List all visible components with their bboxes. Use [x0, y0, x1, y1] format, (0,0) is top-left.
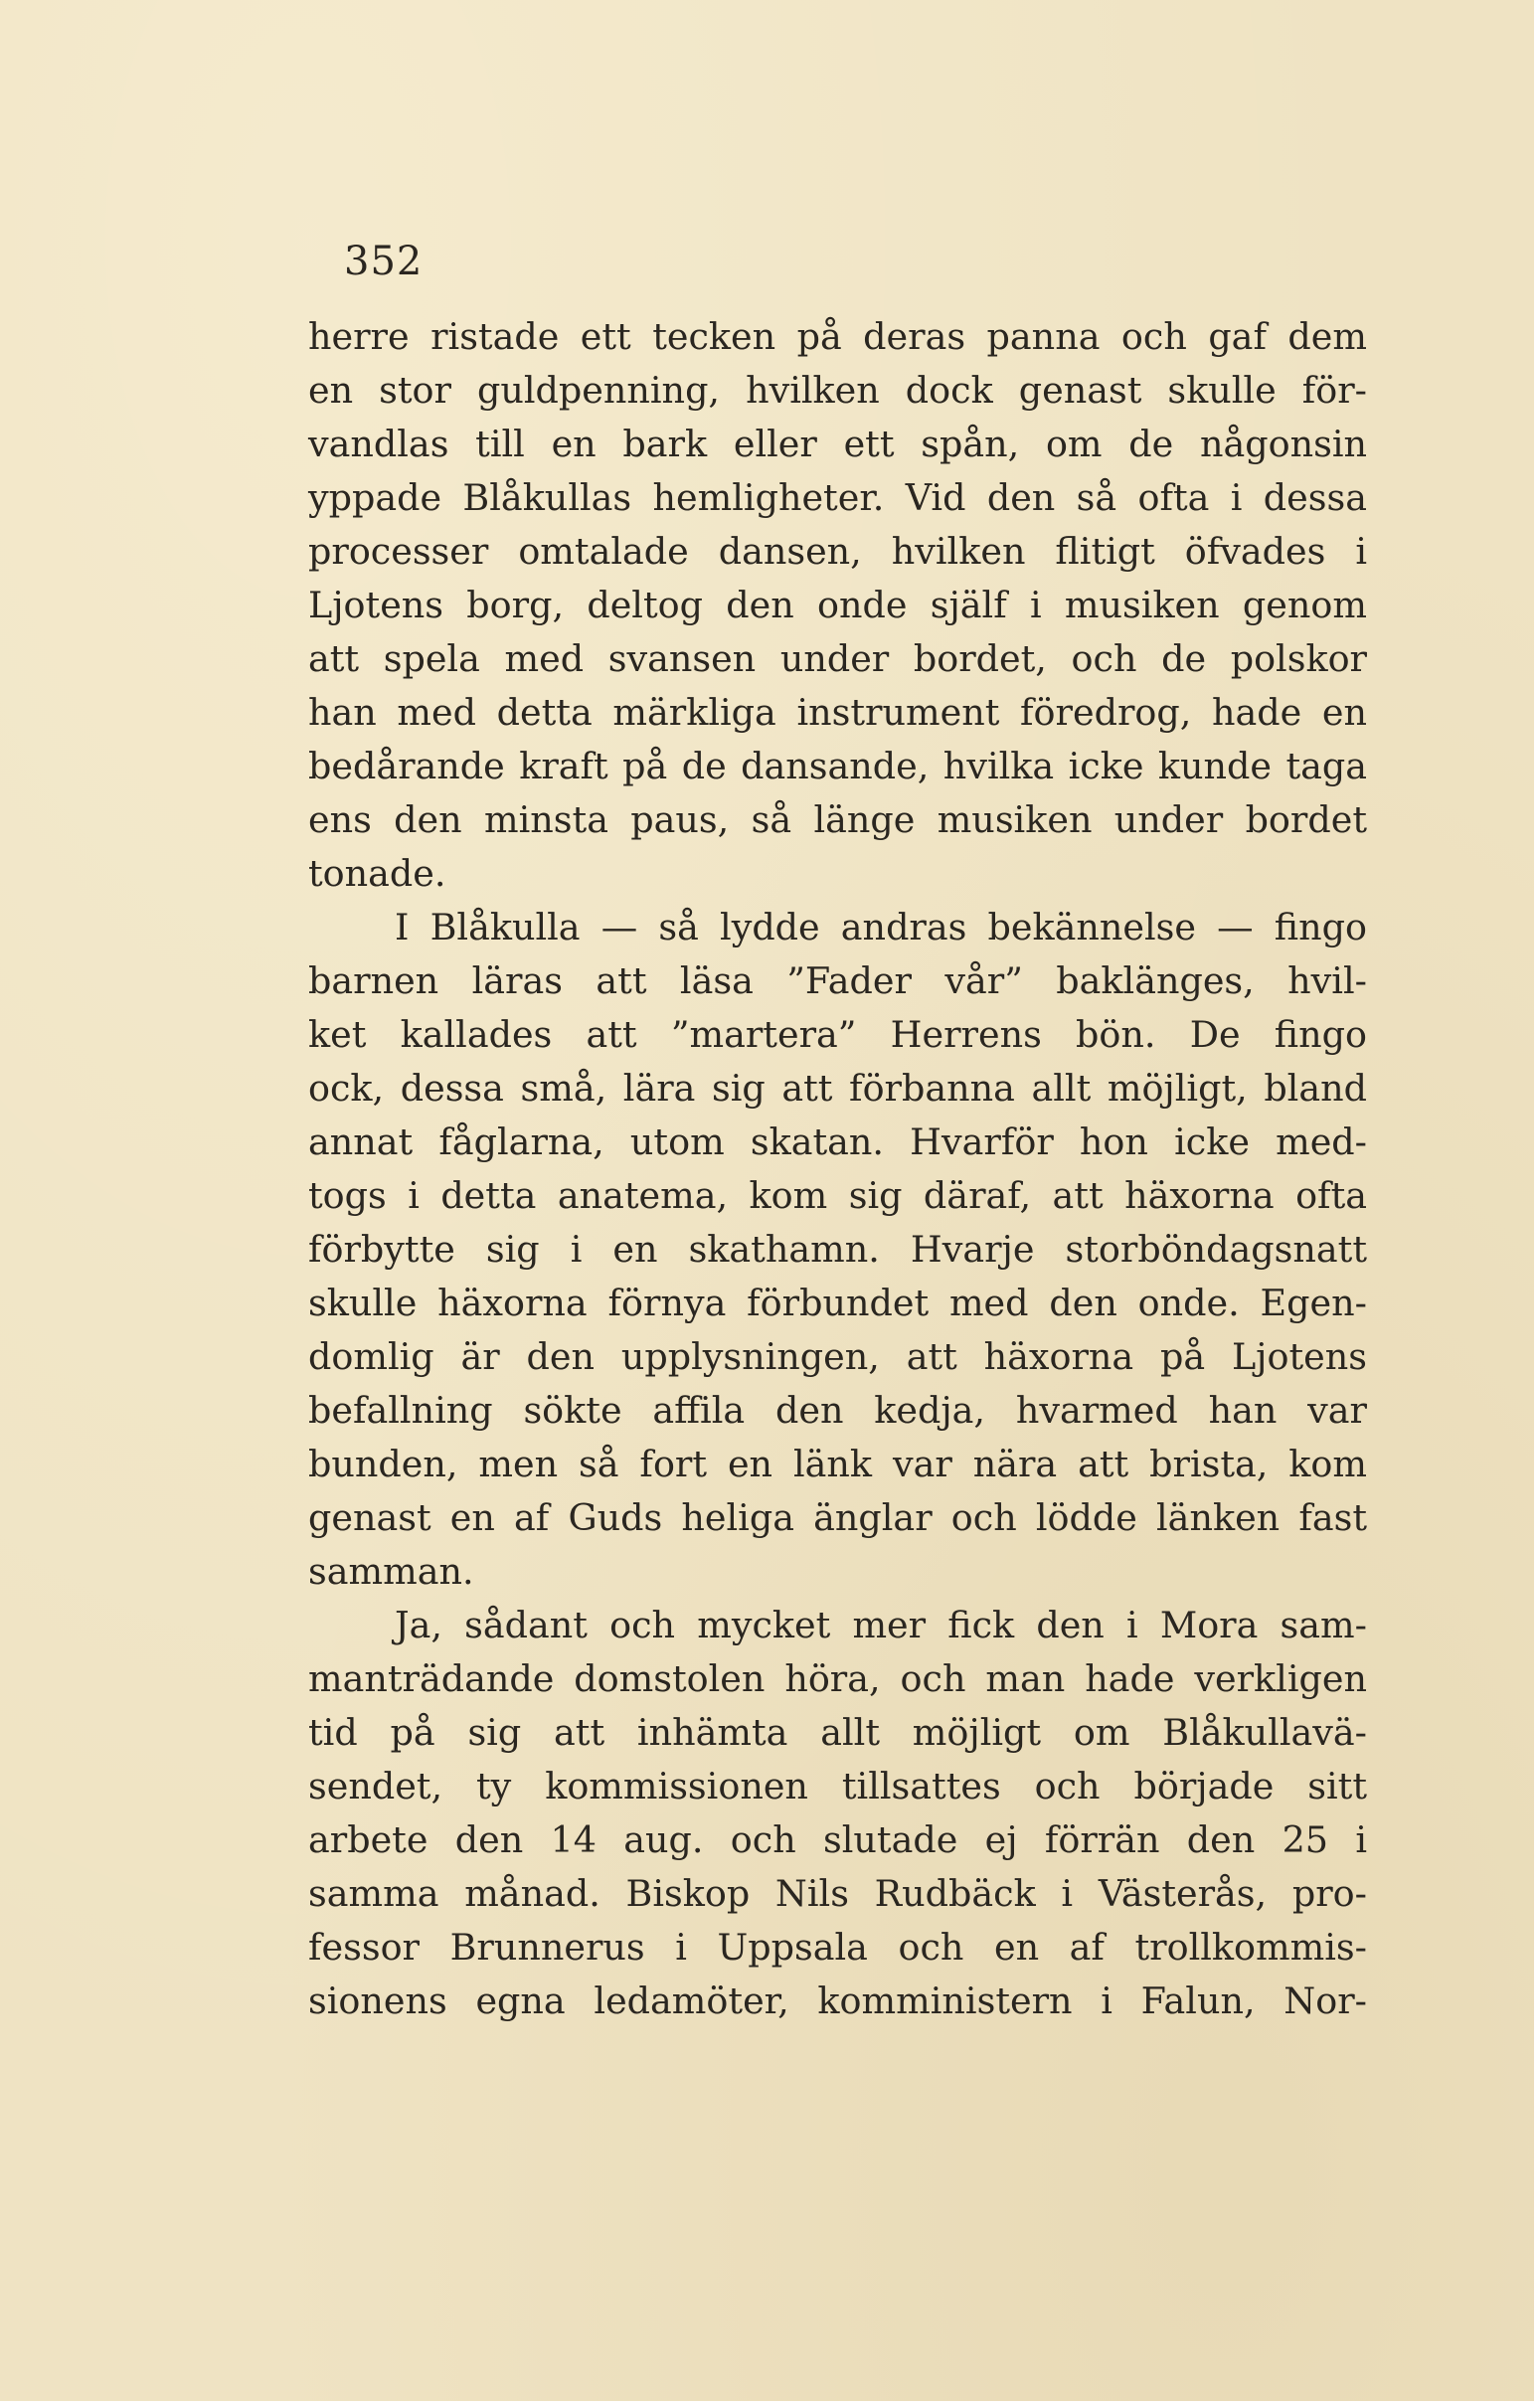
page-number: 352 [344, 239, 424, 284]
text-line: tid på sig att inhämta allt möjligt om Blåkullavä- [308, 1711, 1367, 1754]
text-line: barnen läras att läsa ”Fader vår” baklänges, hvil- [308, 959, 1367, 1002]
text-line: herre ristade ett tecken på deras panna och gaf dem [308, 315, 1367, 358]
text-line: han med detta märkliga instrument föredrog, hade en [308, 691, 1367, 734]
text-line: samman. [308, 1550, 474, 1593]
text-line: skulle häxorna förnya förbundet med den onde. Egen- [308, 1282, 1367, 1324]
text-line: togs i detta anatema, kom sig däraf, att häxorna ofta [308, 1174, 1367, 1217]
text-line: yppade Blåkullas hemligheter. Vid den så ofta i dessa [308, 476, 1367, 519]
text-line: vandlas till en bark eller ett spån, om de någonsin [308, 423, 1367, 465]
text-line: arbete den 14 aug. och slutade ej förrän den 25 i [308, 1818, 1367, 1861]
text-line: ock, dessa små, lära sig att förbanna allt möjligt, bland [308, 1067, 1367, 1110]
text-line: fessor Brunnerus i Uppsala och en af trollkommis- [308, 1926, 1367, 1969]
text-line: att spela med svansen under bordet, och de polskor [308, 637, 1367, 680]
text-line: sionens egna ledamöter, komministern i Falun, Nor- [308, 1979, 1367, 2022]
page-edge-bottom [0, 2401, 1540, 2407]
text-line: Ljotens borg, deltog den onde själf i musiken genom [308, 584, 1367, 626]
text-line: förbytte sig i en skathamn. Hvarje storböndagsnatt [308, 1228, 1367, 1271]
text-line: bunden, men så fort en länk var nära att brista, kom [308, 1443, 1367, 1485]
text-line: genast en af Guds heliga änglar och lödde länken fast [308, 1496, 1367, 1539]
text-line: sendet, ty kommissionen tillsattes och började sitt [308, 1765, 1367, 1807]
page-edge-right [1534, 0, 1540, 2407]
text-line: Ja, sådant och mycket mer fick den i Mora sam- [395, 1604, 1367, 1646]
text-line: domlig är den upplysningen, att häxorna på Ljotens [308, 1335, 1367, 1378]
text-line: manträdande domstolen höra, och man hade verkligen [308, 1657, 1367, 1700]
text-line: en stor guldpenning, hvilken dock genast skulle för- [308, 369, 1367, 412]
body-text [308, 310, 1367, 2028]
text-line: samma månad. Biskop Nils Rudbäck i Västerås, pro- [308, 1872, 1367, 1915]
text-line: processer omtalade dansen, hvilken flitigt öfvades i [308, 530, 1367, 573]
text-line: befallning sökte affila den kedja, hvarmed han var [308, 1389, 1367, 1432]
text-line: ket kallades att ”martera” Herrens bön. De fingo [308, 1013, 1367, 1056]
text-line: I Blåkulla — så lydde andras bekännelse — fingo [395, 906, 1367, 948]
text-line: bedårande kraft på de dansande, hvilka icke kunde taga [308, 745, 1367, 787]
text-line: ens den minsta paus, så länge musiken under bordet [308, 798, 1367, 841]
text-line: tonade. [308, 852, 446, 895]
text-line: annat fåglarna, utom skatan. Hvarför hon icke med- [308, 1120, 1367, 1163]
